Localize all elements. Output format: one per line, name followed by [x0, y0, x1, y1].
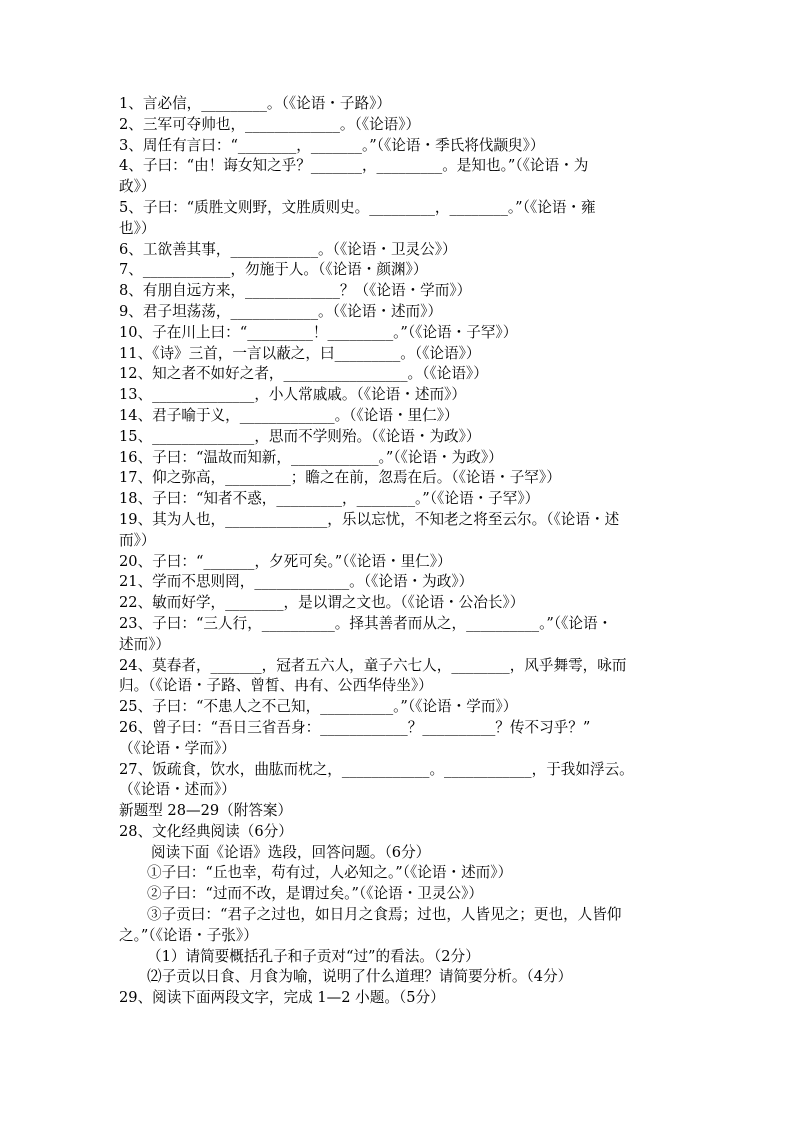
text-line: ①子曰：“丘也幸，苟有过，人必知之。”（《论语・述而》）	[147, 864, 513, 882]
text-line: 8、有朋自远方来，_____________？（《论语・学而》）	[119, 282, 472, 300]
text-line: 22、敏而好学，________，是以谓之文也。（《论语・公冶长》）	[119, 594, 525, 612]
text-line: 6、工欲善其事，____________。（《论语・卫灵公》）	[119, 240, 457, 258]
document-body	[119, 94, 679, 1009]
text-line: 23、子曰：“三人行，__________。择其善者而从之，__________。”（《论语・	[119, 614, 613, 632]
text-line: 10、子在川上曰：“_________！_________。”（《论语・子罕》）	[119, 323, 518, 341]
text-line: 13、______________，小人常戚戚。（《论语・述而》）	[119, 386, 466, 404]
section-heading: 新题型 28—29（附答案）	[119, 802, 293, 820]
text-line: 3、周任有言曰：“________，_______。”（《论语・季氏将伐颛臾》）	[119, 136, 545, 154]
text-line: 9、君子坦荡荡，____________。（《论语・述而》）	[119, 302, 443, 320]
text-line: （《论语・述而》）	[119, 781, 236, 799]
text-line: 7、____________，勿施于人。（《论语・颜渊》）	[119, 261, 428, 279]
text-line: 阅读下面《论语》选段，回答问题。（6分）	[151, 843, 431, 861]
text-line: 而》）	[119, 531, 156, 549]
text-line: 5、子曰：“质胜文则野，文胜质则史。_________，________。”（《论语・雍	[119, 198, 596, 216]
sub-question: （1）请简要概括孔子和子贡对“过”的看法。（2分）	[147, 947, 480, 965]
text-line: 20、子曰：“_______，夕死可矣。”（《论语・里仁》）	[119, 552, 452, 570]
text-line: 归。（《论语・子路、曾皙、冉有、公西华侍坐》）	[119, 677, 433, 695]
text-line: 政》）	[119, 178, 156, 196]
text-line: 之。”（《论语・子张》）	[119, 926, 258, 944]
text-line: 21、学而不思则罔，_____________。（《论语・为政》）	[119, 573, 474, 591]
text-line: 也》）	[119, 219, 156, 237]
text-line: 26、曾子曰：“吾日三省吾身：____________？__________？传不习乎？”	[119, 718, 591, 736]
text-line: 17、仰之弥高，_________；瞻之在前，忽焉在后。（《论语・子罕》）	[119, 469, 561, 487]
sub-question: ⑵子贡以日食、月食为喻，说明了什么道理？请简要分析。（4分）	[147, 968, 573, 986]
text-line: 述而》）	[119, 635, 171, 653]
text-line: 14、君子喻于义，_____________。（《论语・里仁》）	[119, 406, 459, 424]
text-line: 11、《诗》三首，一言以蔽之，曰_________。（《论语》）	[119, 344, 481, 362]
text-line: ③子贡曰：“君子之过也，如日月之食焉；过也，人皆见之；更也，人皆仰	[147, 906, 622, 924]
text-line: 12、知之者不如好之者，_________________。（《论语》）	[119, 365, 488, 383]
text-line: 18、子曰：“知者不惑，_________，________。”（《论语・子罕》）	[119, 490, 540, 508]
question-heading: 29、阅读下面两段文字，完成 1—2 小题。（5分）	[119, 989, 445, 1007]
text-line: （《论语・学而》）	[119, 739, 236, 757]
text-line: 16、子曰：“温故而知新，____________。”（《论语・为政》）	[119, 448, 503, 466]
text-line: ②子曰：“过而不改，是谓过矣。”（《论语・卫灵公》）	[147, 885, 483, 903]
text-line: 25、子曰：“不患人之不己知，__________。”（《论语・学而》）	[119, 698, 518, 716]
text-line: 15、______________，思而不学则殆。（《论语・为政》）	[119, 427, 481, 445]
text-line: 4、子曰：“由！诲女知之乎？_______，_________。是知也。”（《论语・为	[119, 157, 589, 175]
text-line: 24、莫春者，_______，冠者五六人，童子六七人，________，风乎舞雩，咏而	[119, 656, 627, 674]
question-heading: 28、文化经典阅读（6分）	[119, 822, 293, 840]
text-line: 19、其为人也，______________，乐以忘忧，不知老之将至云尔。（《论语・述	[119, 510, 620, 528]
text-line: 1、言必信，_________。（《论语・子路》）	[119, 95, 391, 112]
text-line: 27、饭疏食，饮水，曲肱而枕之，____________。____________，于我如浮云。	[119, 760, 634, 778]
text-line: 2、三军可夺帅也，_____________。（《论语》）	[119, 115, 421, 133]
